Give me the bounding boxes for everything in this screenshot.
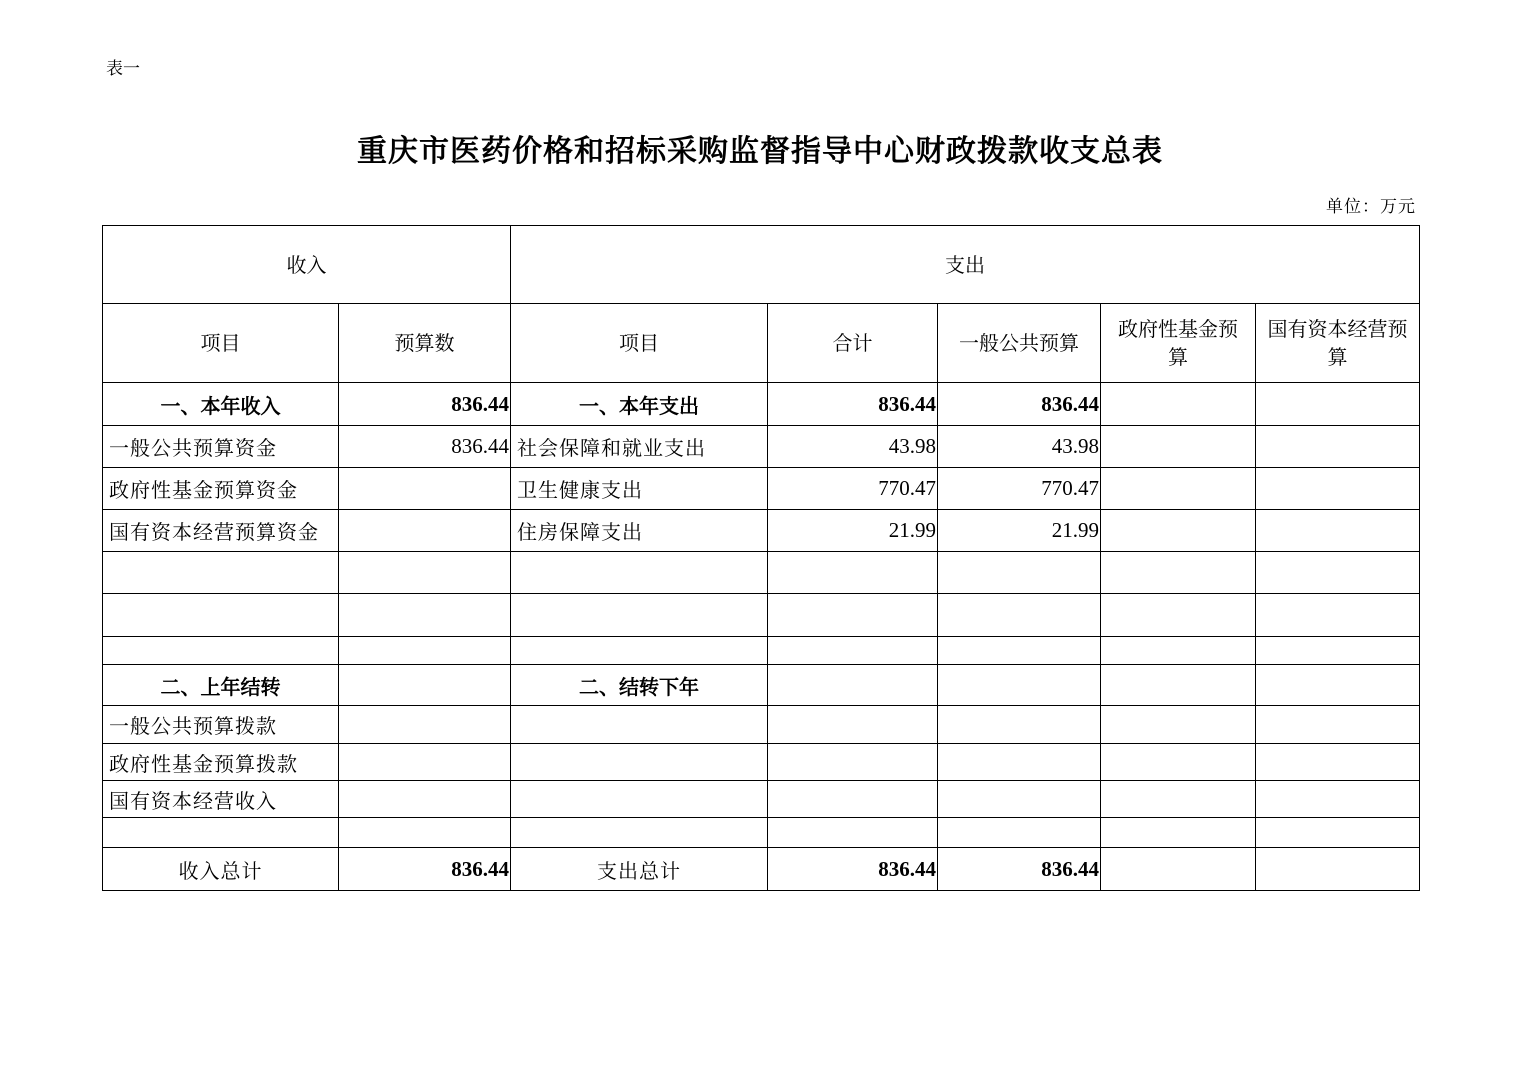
state-capital-cell — [1256, 665, 1420, 706]
income-item-cell: 一般公共预算拨款 — [103, 706, 339, 744]
table-row-totals — [103, 848, 1420, 891]
col-header-total: 合计 — [768, 304, 938, 383]
income-value-cell: 836.44 — [339, 426, 511, 468]
table-row — [103, 426, 1420, 468]
total-cell — [768, 818, 938, 848]
budget-summary-table — [102, 225, 1420, 891]
table-row — [103, 637, 1420, 665]
total-cell — [768, 552, 938, 594]
table-number-label: 表一 — [106, 59, 140, 79]
expense-item-cell — [511, 594, 768, 637]
header-row-columns — [103, 304, 1420, 383]
income-value-cell: 836.44 — [339, 383, 511, 426]
income-value-cell — [339, 744, 511, 781]
general-budget-cell — [938, 552, 1101, 594]
income-value-cell — [339, 781, 511, 818]
income-value-cell — [339, 468, 511, 510]
general-budget-cell — [938, 706, 1101, 744]
general-budget-cell — [938, 665, 1101, 706]
table-row — [103, 510, 1420, 552]
expense-item-cell — [511, 781, 768, 818]
expense-total-value: 836.44 — [768, 848, 938, 891]
income-item-cell: 政府性基金预算拨款 — [103, 744, 339, 781]
gov-fund-total-value — [1101, 848, 1256, 891]
expense-item-cell — [511, 552, 768, 594]
state-capital-cell — [1256, 383, 1420, 426]
table-row — [103, 818, 1420, 848]
table-row — [103, 665, 1420, 706]
gov-fund-cell — [1101, 637, 1256, 665]
state-capital-cell — [1256, 510, 1420, 552]
state-capital-cell — [1256, 468, 1420, 510]
total-cell: 43.98 — [768, 426, 938, 468]
income-item-cell: 二、上年结转 — [103, 665, 339, 706]
gov-fund-cell — [1101, 706, 1256, 744]
table-row — [103, 594, 1420, 637]
income-item-cell — [103, 594, 339, 637]
gov-fund-cell — [1101, 818, 1256, 848]
header-row-group — [103, 226, 1420, 304]
income-item-cell — [103, 637, 339, 665]
income-value-cell — [339, 706, 511, 744]
income-item-cell: 一、本年收入 — [103, 383, 339, 426]
expense-item-cell — [511, 706, 768, 744]
expense-item-cell: 一、本年支出 — [511, 383, 768, 426]
state-capital-cell — [1256, 706, 1420, 744]
state-capital-cell — [1256, 744, 1420, 781]
total-cell — [768, 637, 938, 665]
expense-group-header: 支出 — [511, 226, 1420, 304]
state-capital-cell — [1256, 818, 1420, 848]
expense-item-cell: 二、结转下年 — [511, 665, 768, 706]
col-header-expense-item: 项目 — [511, 304, 768, 383]
general-budget-cell: 43.98 — [938, 426, 1101, 468]
income-total-label: 收入总计 — [103, 848, 339, 891]
income-item-cell: 政府性基金预算资金 — [103, 468, 339, 510]
state-capital-cell — [1256, 426, 1420, 468]
general-budget-total-value: 836.44 — [938, 848, 1101, 891]
expense-total-label: 支出总计 — [511, 848, 768, 891]
state-capital-cell — [1256, 552, 1420, 594]
income-item-cell: 国有资本经营预算资金 — [103, 510, 339, 552]
unit-label: 单位：万元 — [1326, 197, 1416, 217]
gov-fund-cell — [1101, 383, 1256, 426]
income-item-cell: 一般公共预算资金 — [103, 426, 339, 468]
income-value-cell — [339, 637, 511, 665]
income-value-cell — [339, 818, 511, 848]
gov-fund-cell — [1101, 552, 1256, 594]
state-capital-total-value — [1256, 848, 1420, 891]
col-header-state-capital-budget: 国有资本经营预算 — [1256, 304, 1420, 383]
income-value-cell — [339, 665, 511, 706]
col-header-general-budget: 一般公共预算 — [938, 304, 1101, 383]
general-budget-cell — [938, 818, 1101, 848]
total-cell — [768, 665, 938, 706]
table-row — [103, 744, 1420, 781]
expense-item-cell: 住房保障支出 — [511, 510, 768, 552]
income-item-cell — [103, 552, 339, 594]
state-capital-cell — [1256, 594, 1420, 637]
state-capital-cell — [1256, 637, 1420, 665]
total-cell: 21.99 — [768, 510, 938, 552]
general-budget-cell — [938, 594, 1101, 637]
table-row — [103, 552, 1420, 594]
income-item-cell: 国有资本经营收入 — [103, 781, 339, 818]
income-group-header: 收入 — [103, 226, 511, 304]
income-total-value: 836.44 — [339, 848, 511, 891]
general-budget-cell — [938, 744, 1101, 781]
income-value-cell — [339, 594, 511, 637]
general-budget-cell — [938, 637, 1101, 665]
gov-fund-cell — [1101, 426, 1256, 468]
total-cell — [768, 594, 938, 637]
table-row — [103, 468, 1420, 510]
state-capital-cell — [1256, 781, 1420, 818]
expense-item-cell — [511, 744, 768, 781]
total-cell — [768, 781, 938, 818]
total-cell — [768, 706, 938, 744]
income-value-cell — [339, 510, 511, 552]
expense-item-cell: 社会保障和就业支出 — [511, 426, 768, 468]
general-budget-cell — [938, 781, 1101, 818]
gov-fund-cell — [1101, 468, 1256, 510]
general-budget-cell: 770.47 — [938, 468, 1101, 510]
expense-item-cell — [511, 818, 768, 848]
total-cell: 836.44 — [768, 383, 938, 426]
income-value-cell — [339, 552, 511, 594]
gov-fund-cell — [1101, 781, 1256, 818]
income-item-cell — [103, 818, 339, 848]
col-header-gov-fund-budget: 政府性基金预算 — [1101, 304, 1256, 383]
total-cell — [768, 744, 938, 781]
expense-item-cell — [511, 637, 768, 665]
total-cell: 770.47 — [768, 468, 938, 510]
gov-fund-cell — [1101, 510, 1256, 552]
page-title: 重庆市医药价格和招标采购监督指导中心财政拨款收支总表 — [357, 134, 1163, 169]
table-row — [103, 706, 1420, 744]
expense-item-cell: 卫生健康支出 — [511, 468, 768, 510]
gov-fund-cell — [1101, 594, 1256, 637]
general-budget-cell: 21.99 — [938, 510, 1101, 552]
col-header-income-item: 项目 — [103, 304, 339, 383]
table-row — [103, 781, 1420, 818]
gov-fund-cell — [1101, 744, 1256, 781]
table-row — [103, 383, 1420, 426]
general-budget-cell: 836.44 — [938, 383, 1101, 426]
col-header-budget: 预算数 — [339, 304, 511, 383]
gov-fund-cell — [1101, 665, 1256, 706]
